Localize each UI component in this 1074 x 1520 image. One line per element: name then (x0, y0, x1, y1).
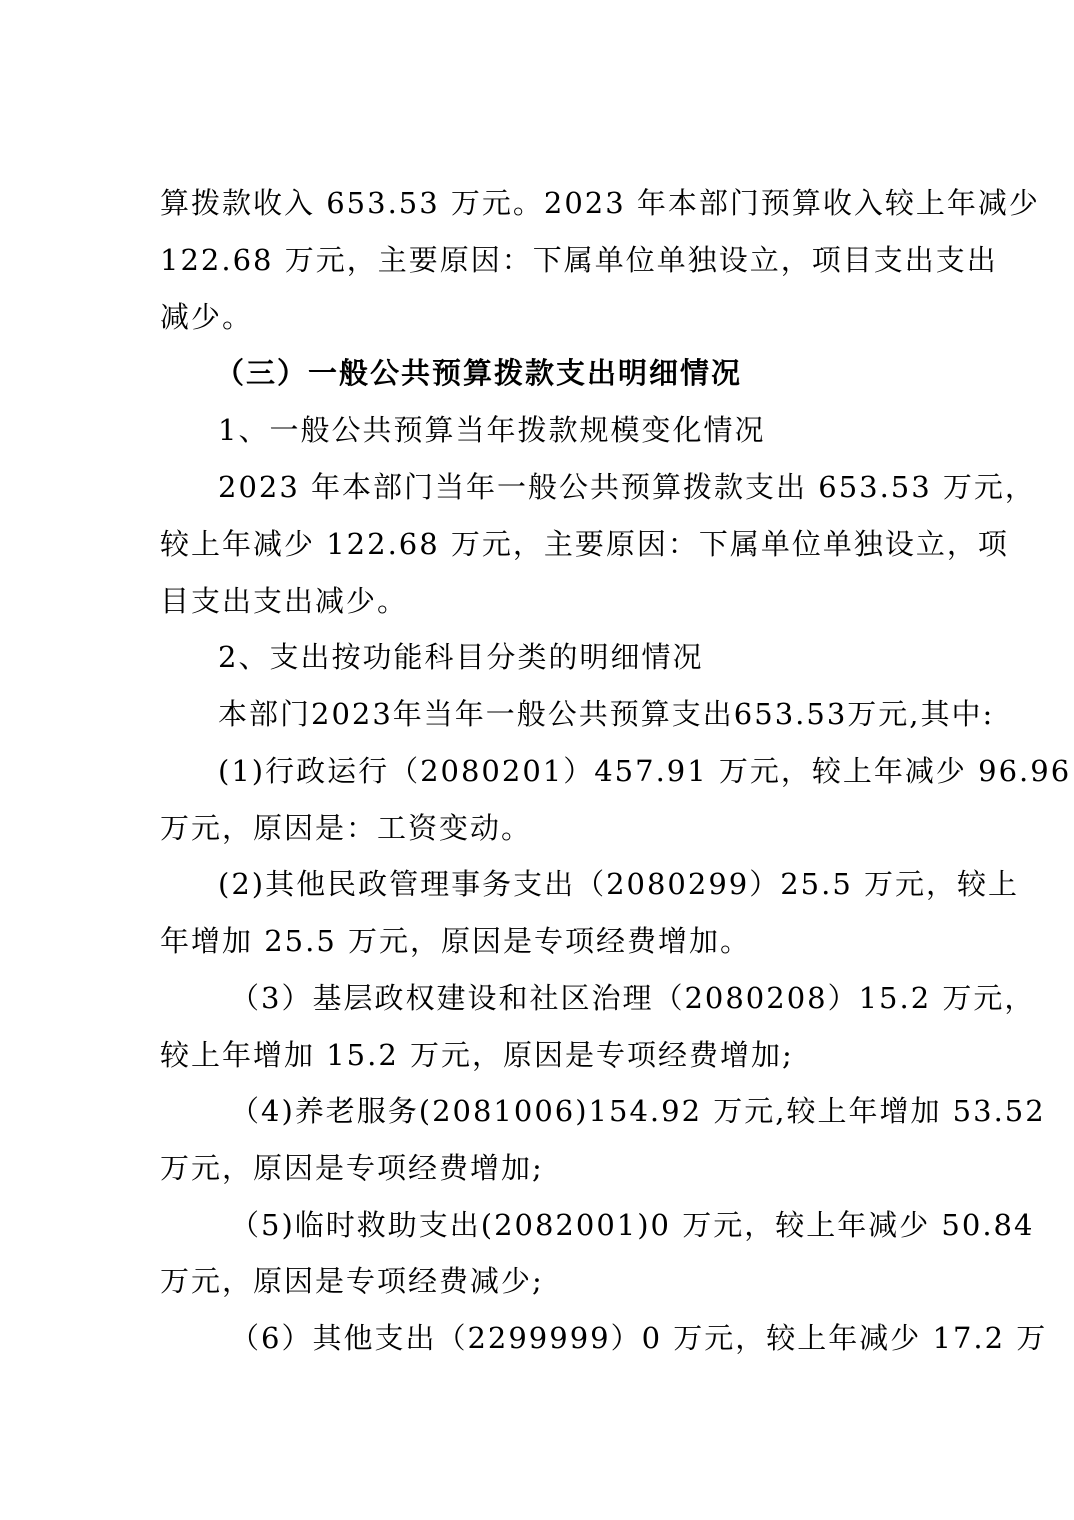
list-item-line: (1)行政运行（2080201）457.91 万元，较上年减少 96.96 (218, 754, 1072, 788)
list-item-line: （5)临时救助支出(2082001)0 万元，较上年减少 50.84 (230, 1208, 1035, 1242)
list-item-line: 万元，原因是专项经费增加; (160, 1151, 544, 1185)
paragraph-line: 2023 年本部门当年一般公共预算拨款支出 653.53 万元， (218, 470, 1036, 504)
subsection-heading: 1、一般公共预算当年拨款规模变化情况 (218, 413, 766, 447)
list-item-line: 万元，原因是专项经费减少; (160, 1264, 544, 1298)
paragraph-line: 算拨款收入 653.53 万元。2023 年本部门预算收入较上年减少 (160, 186, 1040, 220)
list-item-line: (2)其他民政管理事务支出（2080299）25.5 万元，较上 (218, 867, 1020, 901)
paragraph-line: 目支出支出减少。 (160, 584, 409, 618)
section-heading: （三）一般公共预算拨款支出明细情况 (215, 356, 743, 390)
paragraph-line: 较上年减少 122.68 万元，主要原因：下属单位单独设立，项 (160, 527, 1009, 561)
subsection-heading: 2、支出按功能科目分类的明细情况 (218, 640, 704, 674)
list-item-line: 年增加 25.5 万元，原因是专项经费增加。 (160, 924, 752, 958)
list-item-line: 万元，原因是：工资变动。 (160, 811, 533, 845)
list-item-line: （4)养老服务(2081006)154.92 万元,较上年增加 53.52 (230, 1094, 1046, 1128)
list-item-line: 较上年增加 15.2 万元，原因是专项经费增加; (160, 1038, 794, 1072)
list-item-line: （6）其他支出（2299999）0 万元，较上年减少 17.2 万 (230, 1321, 1048, 1355)
paragraph-line: 122.68 万元，主要原因：下属单位单独设立，项目支出支出 (160, 243, 998, 277)
list-item-line: （3）基层政权建设和社区治理（2080208）15.2 万元， (230, 981, 1036, 1015)
paragraph-line: 减少。 (160, 300, 254, 334)
paragraph-line: 本部门2023年当年一般公共预算支出653.53万元,其中: (218, 697, 995, 731)
